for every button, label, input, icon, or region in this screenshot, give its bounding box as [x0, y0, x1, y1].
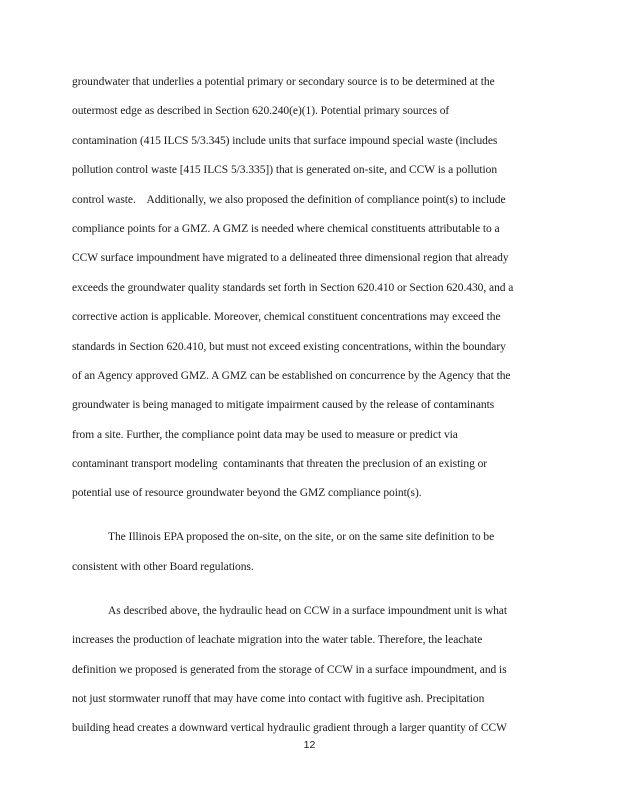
text-line: from a site. Further, the compliance point data may be used to measure or predict via [72, 428, 458, 441]
text-line: building head creates a downward vertical hydraulic gradient through a larger quantity of CCW [72, 722, 507, 735]
text-line: not just stormwater runoff that may have come into contact with fugitive ash. Precipitation [72, 693, 485, 705]
text-line: contaminant transport modeling contaminants that threaten the preclusion of an existing or [72, 458, 488, 471]
paragraph-gap [72, 582, 572, 597]
text-line: contamination (415 ILCS 5/3.345) include units that surface impound special waste (includes [72, 134, 498, 147]
text-line: compliance points for a GMZ. A GMZ is needed where chemical constituents attributable to a [72, 222, 500, 235]
text-line: of an Agency approved GMZ. A GMZ can be established on concurrence by the Agency that the [72, 369, 511, 382]
text-line: pollution control waste [415 ILCS 5/3.335]) that is generated on-site, and CCW is a pollution [72, 164, 498, 177]
text-line: As described above, the hydraulic head on CCW in a surface impoundment unit is what [108, 604, 507, 617]
text-line: groundwater that underlies a potential primary or secondary source is to be determined at the [72, 76, 495, 88]
text-line: standards in Section 620.410, but must not exceed existing concentrations, within the boundary [72, 340, 506, 353]
body-text [72, 68, 572, 744]
text-line: The Illinois EPA proposed the on-site, on the site, or on the same site definition to be [108, 531, 495, 544]
paragraph-1 [72, 68, 572, 509]
paragraph-2 [72, 523, 572, 582]
text-line: CCW surface impoundment have migrated to a delineated three dimensional region that already [72, 252, 509, 265]
text-line: consistent with other Board regulations. [72, 560, 254, 573]
paragraph-3 [72, 597, 572, 744]
text-line: increases the production of leachate migration into the water table. Therefore, the leachate [72, 634, 483, 647]
text-line: exceeds the groundwater quality standards set forth in Section 620.410 or Section 620.430, and a [72, 281, 514, 294]
text-line: control waste. Additionally, we also proposed the definition of compliance point(s) to include [72, 193, 506, 206]
text-line: corrective action is applicable. Moreover, chemical constituent concentrations may exceed the [72, 311, 501, 324]
text-line: potential use of resource groundwater beyond the GMZ compliance point(s). [72, 487, 422, 500]
text-line: definition we proposed is generated from the storage of CCW in a surface impoundment, and is [72, 663, 507, 676]
page-number: 12 [303, 739, 316, 751]
text-line: groundwater is being managed to mitigate impairment caused by the release of contaminants [72, 399, 495, 412]
paragraph-gap [72, 509, 572, 524]
text-line: outermost edge as described in Section 620.240(e)(1). Potential primary sources of [72, 105, 450, 118]
